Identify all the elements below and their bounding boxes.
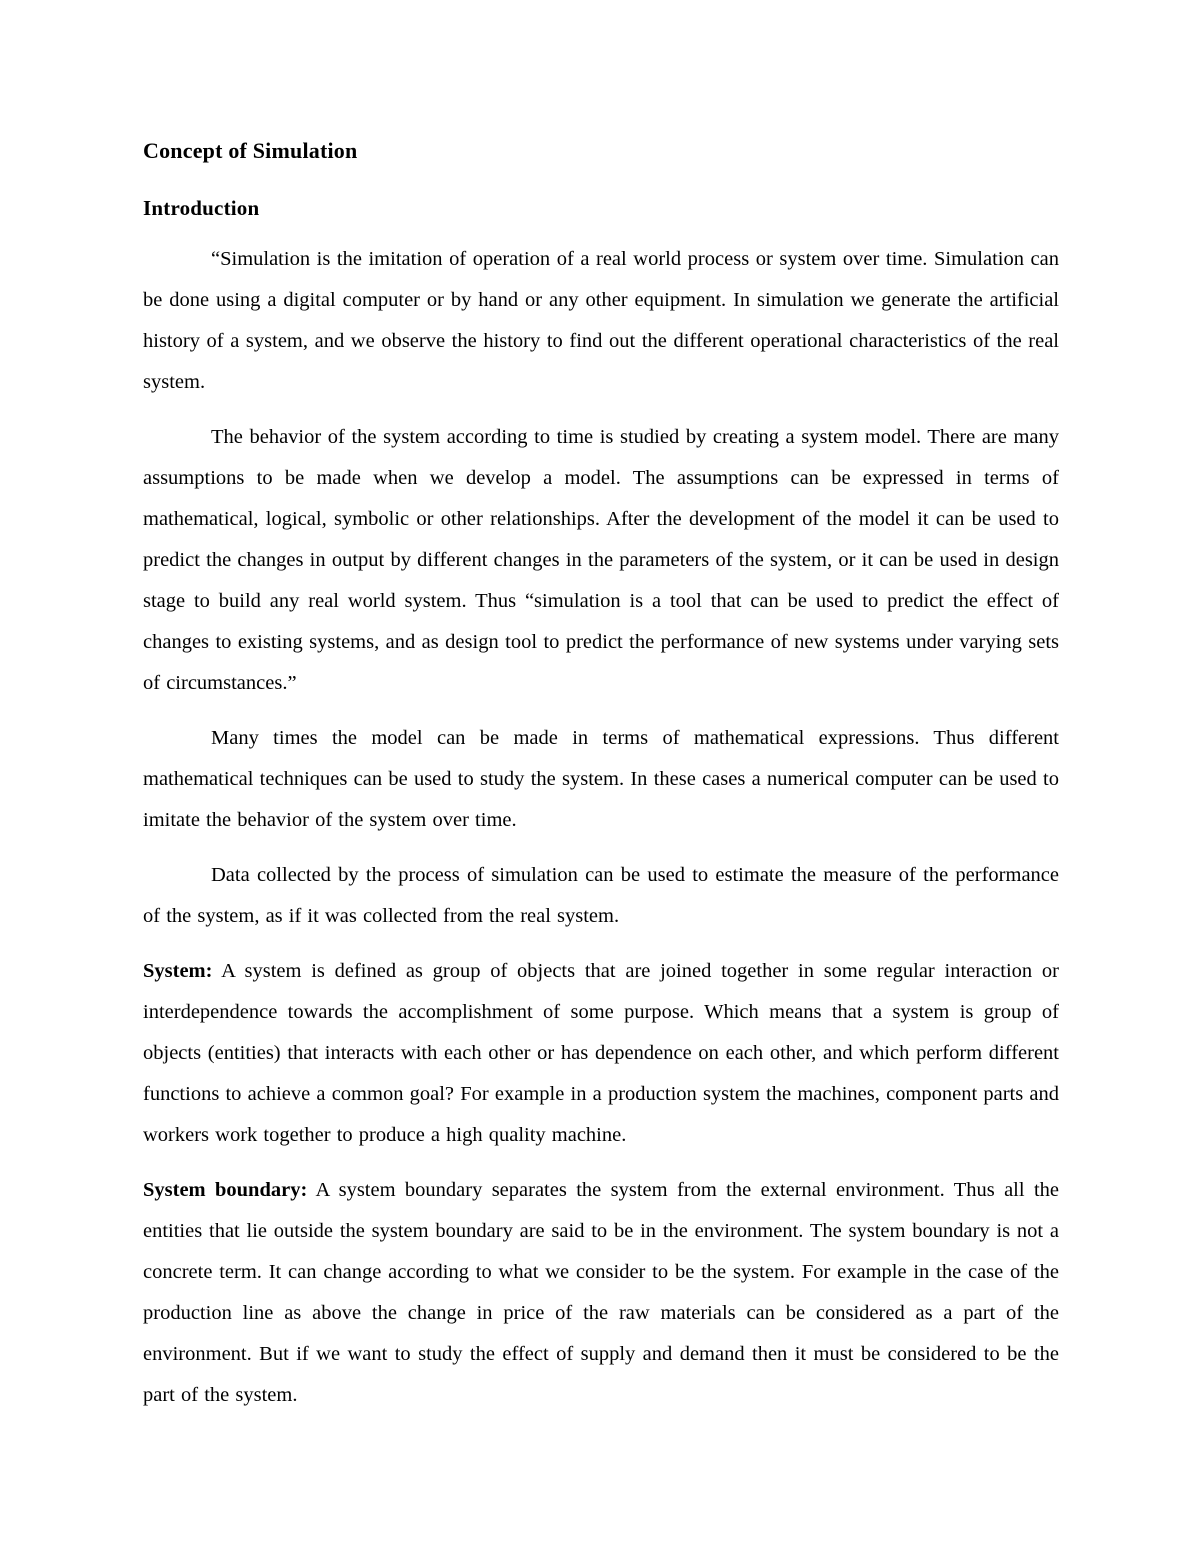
paragraph-mathematical-expressions: Many times the model can be made in terms of mathematical expressions. Thus different mathematical techniques can be used to study the system. In these cases a numerical computer can be used to imitate the behavior of the system over time. [143,727,1059,831]
document-title: Concept of Simulation [143,138,358,163]
section-heading-introduction: Introduction [143,196,260,220]
definition-system-boundary-text: A system boundary separates the system from the external environment. Thus all the entities that lie outside the system boundary are said to be in the environment. The system boundary is not a concrete term. It can change according to what we consider to be the system. For example in the case of the production line as above the change in price of the raw materials can be considered as a part of the environment. But if we want to study the effect of supply and demand then it must be considered to be the part of the system. [143,1179,1059,1406]
definition-system [143,951,1059,1156]
paragraph-data-collected: Data collected by the process of simulation can be used to estimate the measure of the performance of the system, as if it was collected from the real system. [143,864,1059,927]
paragraph-simulation-definition: “Simulation is the imitation of operation of a real world process or system over time. Simulation can be done using a digital computer or by hand or any other equipment. In simulation we generate the artificial history of a system, and we observe the history to find out the different operational characteristics of the real system. [143,248,1059,393]
document-content [143,138,1059,1430]
definition-system-label: System: [143,960,213,982]
definition-system-text: A system is defined as group of objects that are joined together in some regular interaction or interdependence towards the accomplishment of some purpose. Which means that a system is group of objects (entities) that interacts with each other or has dependence on each other, and which perform different functions to achieve a common goal? For example in a production system the machines, component parts and workers work together to produce a high quality machine. [143,960,1059,1146]
definition-system-boundary-label: System boundary: [143,1179,308,1201]
definition-system-boundary [143,1170,1059,1416]
paragraph-system-behavior: The behavior of the system according to time is studied by creating a system model. There are many assumptions to be made when we develop a model. The assumptions can be expressed in terms of mathematical, logical, symbolic or other relationships. After the development of the model it can be used to predict the changes in output by different changes in the parameters of the system, or it can be used in design stage to build any real world system. Thus “simulation is a tool that can be used to predict the effect of changes to existing systems, and as design tool to predict the performance of new systems under varying sets of circumstances.” [143,426,1059,694]
